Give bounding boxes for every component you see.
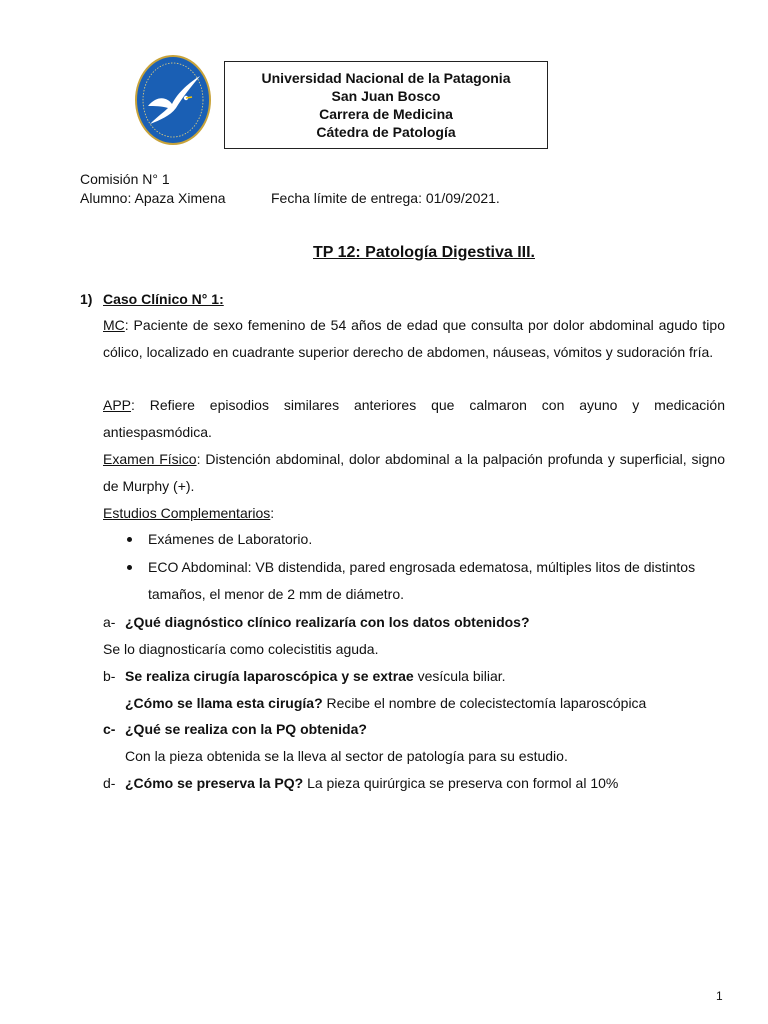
bullet-dot-icon [127,537,132,542]
question-d-letter: d- [103,775,116,791]
page-number: 1 [716,989,723,1003]
question-a-letter: a- [103,614,116,630]
student-name: Alumno: Apaza Ximena [80,190,226,206]
mc-text: : Paciente de sexo femenino de 54 años de edad que consulta por dolor abdominal agudo tipo cólico, localizado en cuadrante superior derecho de abdomen, náuseas, vómitos y sudoración fría. [103,317,725,360]
question-a: ¿Qué diagnóstico clínico realizaría con los datos obtenidos? [125,614,530,630]
exam-label: Examen Físico [103,451,197,467]
bullet-item-lab: Exámenes de Laboratorio. [148,531,313,547]
answer-a: Se lo diagnosticaría como colecistitis aguda. [103,641,379,657]
question-c: ¿Qué se realiza con la PQ obtenida? [125,721,367,737]
commission-label: Comisión N° 1 [80,171,170,187]
question-b [125,667,506,685]
answer-d: La pieza quirúrgica se preserva con formol al 10% [303,775,619,791]
exam-paragraph [103,446,725,500]
studies-colon: : [270,505,275,521]
question-b-rest: vesícula biliar. [413,668,506,684]
bullet-item-eco: ECO Abdominal: VB distendida, pared engrosada edematosa, múltiples litos de distintos tamaños, el menor de 2 mm de diámetro. [148,559,696,602]
question-d [125,774,618,792]
case-heading: Caso Clínico N° 1: [103,291,224,307]
due-date: Fecha límite de entrega: 01/09/2021. [271,190,500,206]
question-b-sub-q: ¿Cómo se llama esta cirugía? [125,695,323,711]
question-d-bold: ¿Cómo se preserva la PQ? [125,775,304,791]
career-name: Carrera de Medicina [319,106,453,122]
department-name: Cátedra de Patología [316,124,456,140]
studies-label: Estudios Complementarios [103,505,271,521]
institution-name: Universidad Nacional de la Patagonia [261,70,511,86]
answer-b: Recibe el nombre de colecistectomía laparoscópica [322,695,647,711]
institution-header [224,61,548,149]
app-text: : Refiere episodios similares anteriores que calmaron con ayuno y medicación antiespasmódica. [103,397,725,440]
question-b-letter: b- [103,668,116,684]
bullet-dot-icon [127,565,132,570]
exam-text: : Distención abdominal, dolor abdominal a la palpación profunda y superficial, signo de Murphy (+). [103,451,725,494]
app-paragraph [103,392,725,446]
question-b-sub [125,694,646,712]
mc-paragraph [103,312,725,366]
page-title: TP 12: Patología Digestiva III. [313,244,535,261]
question-b-bold: Se realiza cirugía laparoscópica y se extrae [125,668,414,684]
app-label: APP [103,397,132,413]
answer-c: Con la pieza obtenida se la lleva al sector de patología para su estudio. [125,748,568,764]
studies-heading [103,504,274,522]
mc-label: MC [103,317,125,333]
university-logo [134,54,212,146]
institution-campus: San Juan Bosco [331,88,441,104]
case-number: 1) [80,291,93,307]
question-c-letter: c- [103,721,116,737]
